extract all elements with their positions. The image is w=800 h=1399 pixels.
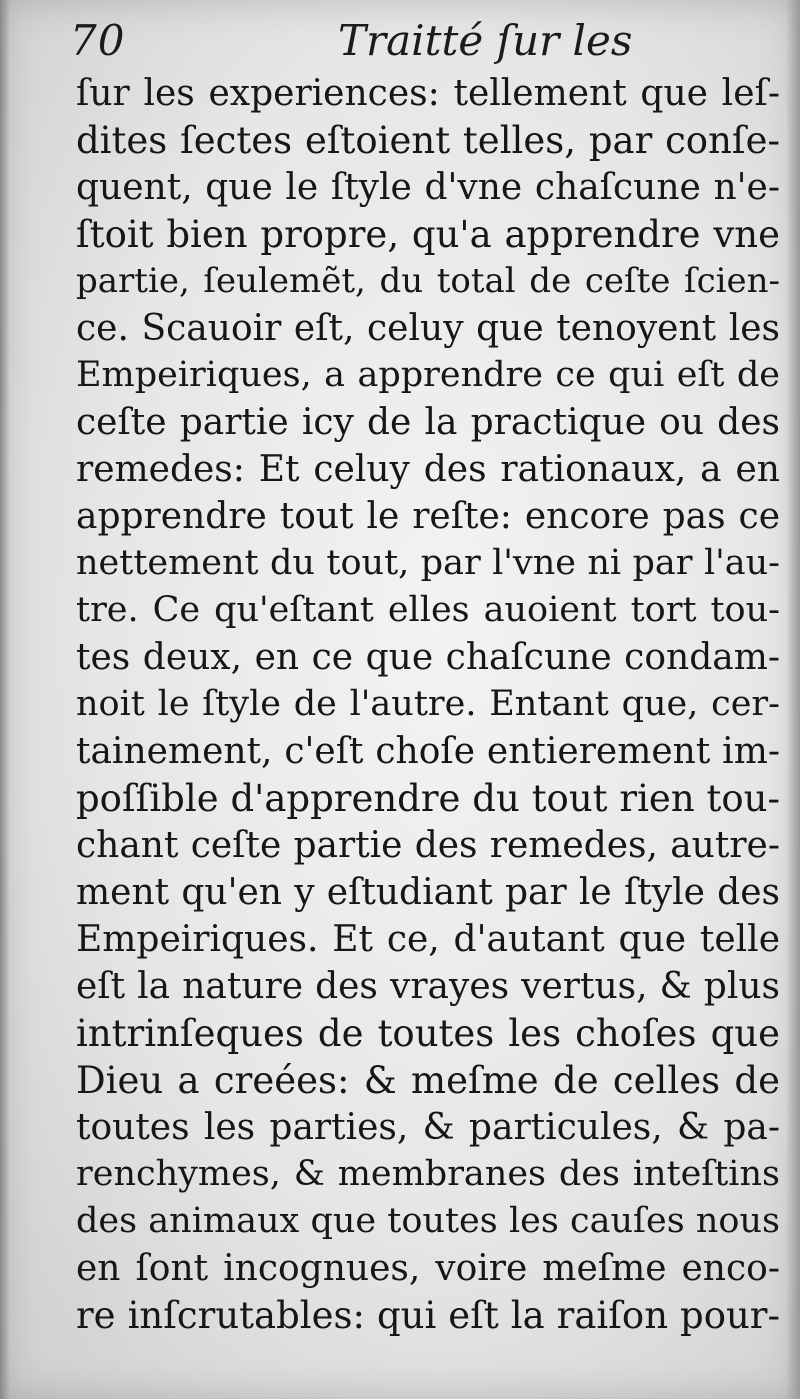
text-line: quent, que le ſtyle d'vne chaſcune n'e- — [76, 167, 780, 208]
body-text — [76, 70, 780, 1339]
text-line: ſur les experiences: tellement que leſ- — [76, 73, 780, 114]
text-line: apprendre tout le reſte: encore pas ce — [76, 496, 780, 537]
running-title: Traitté ſur les — [338, 16, 633, 65]
text-line: dites ſectes eſtoient telles, par conſe- — [76, 119, 780, 162]
text-line: toutes les parties, & particules, & pa- — [76, 1107, 780, 1148]
text-line: Empeiriques. Et ce, d'autant que telle — [76, 919, 780, 960]
text-line: eſt la nature des vrayes vertus, & plus — [76, 966, 780, 1007]
page-edge-right — [786, 0, 800, 1399]
text-line: des animaux que toutes les cauſes nous — [76, 1201, 780, 1241]
text-line: ceſte partie icy de la practique ou des — [76, 402, 780, 443]
text-line: intrinſeques de toutes les choſes que — [76, 1012, 780, 1055]
text-line: chant ceſte partie des remedes, autre- — [76, 825, 780, 866]
text-line: Empeiriques, a apprendre ce qui eſt de — [76, 355, 780, 395]
text-line: remedes: Et celuy des rationaux, a en — [76, 449, 780, 490]
text-line: en ſont incognues, voire meſme enco- — [76, 1248, 780, 1289]
page-number: 70 — [70, 16, 126, 65]
text-line: ment qu'en y eſtudiant par le ſtyle des — [76, 872, 780, 913]
text-line: nettement du tout, par l'vne ni par l'au- — [76, 543, 780, 583]
text-line: tainement, c'eſt choſe entierement im- — [76, 731, 780, 772]
text-line: renchymes, & membranes des inteſtins — [76, 1154, 780, 1194]
text-line: ſtoit bien propre, qu'a apprendre vne — [76, 213, 780, 256]
text-line: Dieu a creées: & meſme de celles de — [76, 1059, 780, 1102]
text-line: poſſible d'apprendre du tout rien tou- — [76, 777, 780, 820]
text-line: partie, ſeulemẽt, du total de ceſte ſcien- — [76, 261, 780, 301]
page-edge-left — [0, 0, 10, 1399]
text-line: tre. Ce qu'eſtant elles auoient tort tou- — [76, 590, 780, 630]
text-line: ce. Scauoir eſt, celuy que tenoyent les — [76, 308, 780, 349]
text-line: re inſcrutables: qui eſt la raiſon pour- — [76, 1294, 780, 1337]
page-header — [70, 12, 770, 72]
text-line: tes deux, en ce que chaſcune condam- — [76, 637, 780, 678]
text-line: noit le ſtyle de l'autre. Entant que, cer- — [76, 684, 780, 724]
